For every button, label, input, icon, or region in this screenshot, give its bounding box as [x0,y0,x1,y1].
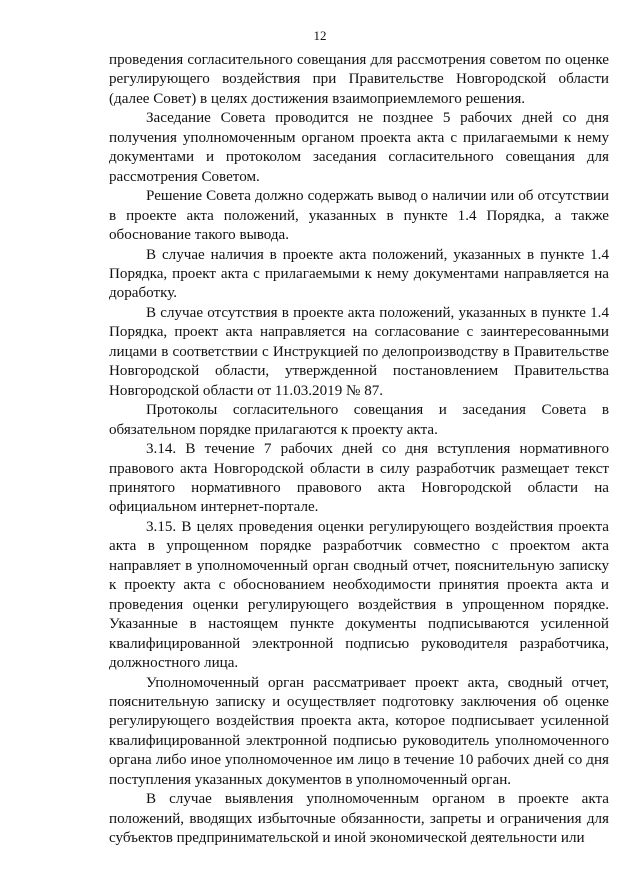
page-number: 12 [313,28,327,43]
paragraph-continuation: проведения согласительного совещания для рассмотрения советом по оценке регулирующего воздействия при Правительстве Новгородской области (далее Совет) в целях достижения взаимоприемлемого решения. [109,52,609,107]
paragraph-authorized-body: Уполномоченный орган рассматривает проект акта, сводный отчет, пояснительную записку и осуществляет подготовку заключения об оценке регулирующего воздействия проекта акта, которое подписывает усиленной квалифицированной электронной подписью руководитель уполномоченного органа либо иное уполномоченное им лицо в течение 10 рабочих дней со дня поступления указанных документов в уполномоченный орган. [109,674,609,788]
paragraph-protocols: Протоколы согласительного совещания и заседания Совета в обязательном порядке прилагаются к проекту акта. [109,402,609,438]
paragraph-council-meeting: Заседание Совета проводится не позднее 5 рабочих дней со дня получения уполномоченным органом проекта акта с прилагаемыми к нему документами и протоколом заседания согласительного совещания для рассмотрения Советом. [109,110,609,185]
paragraph-revision: В случае наличия в проекте акта положений, указанных в пункте 1.4 Порядка, проект акта с прилагаемыми к нему документами направляется на доработку. [109,246,609,302]
document-body [109,51,609,849]
paragraph-approval: В случае отсутствия в проекте акта положений, указанных в пункте 1.4 Порядка, проект акта направляется на согласование с заинтересованными лицами в соответствии с Инструкцией по делопроизводству в Правительстве Новгородской области, утвержденной постановлением Правительства Новгородской области от 11.03.2019 № 87. [109,304,609,399]
paragraph-item-3-14: 3.14. В течение 7 рабочих дней со дня вступления нормативного правового акта Новгородской области в силу разработчик размещает текст принятого нормативного правового акта Новгородской области на официальном интернет-портале. [109,441,609,516]
paragraph-item-3-15: 3.15. В целях проведения оценки регулирующего воздействия проекта акта в упрощенном порядке разработчик совместно с проектом акта направляет в уполномоченный орган сводный отчет, пояснительную записку к проекту акта с обоснованием необходимости принятия проекта акта и проведения оценки регулирующего воздействия в упрощенном порядке. Указанные в настоящем пункте документы подписываются усиленной квалифицированной электронной подписью руководителя разработчика, должностного лица. [109,518,609,672]
paragraph-detection: В случае выявления уполномоченным органом в проекте акта положений, вводящих избыточные обязанности, запреты и ограничения для субъектов предпринимательской и иной экономической деятельности или [109,791,609,847]
paragraph-council-decision: Решение Совета должно содержать вывод о наличии или об отсутствии в проекте акта положений, указанных в пункте 1.4 Порядка, а также обоснование такого вывода. [109,188,609,244]
